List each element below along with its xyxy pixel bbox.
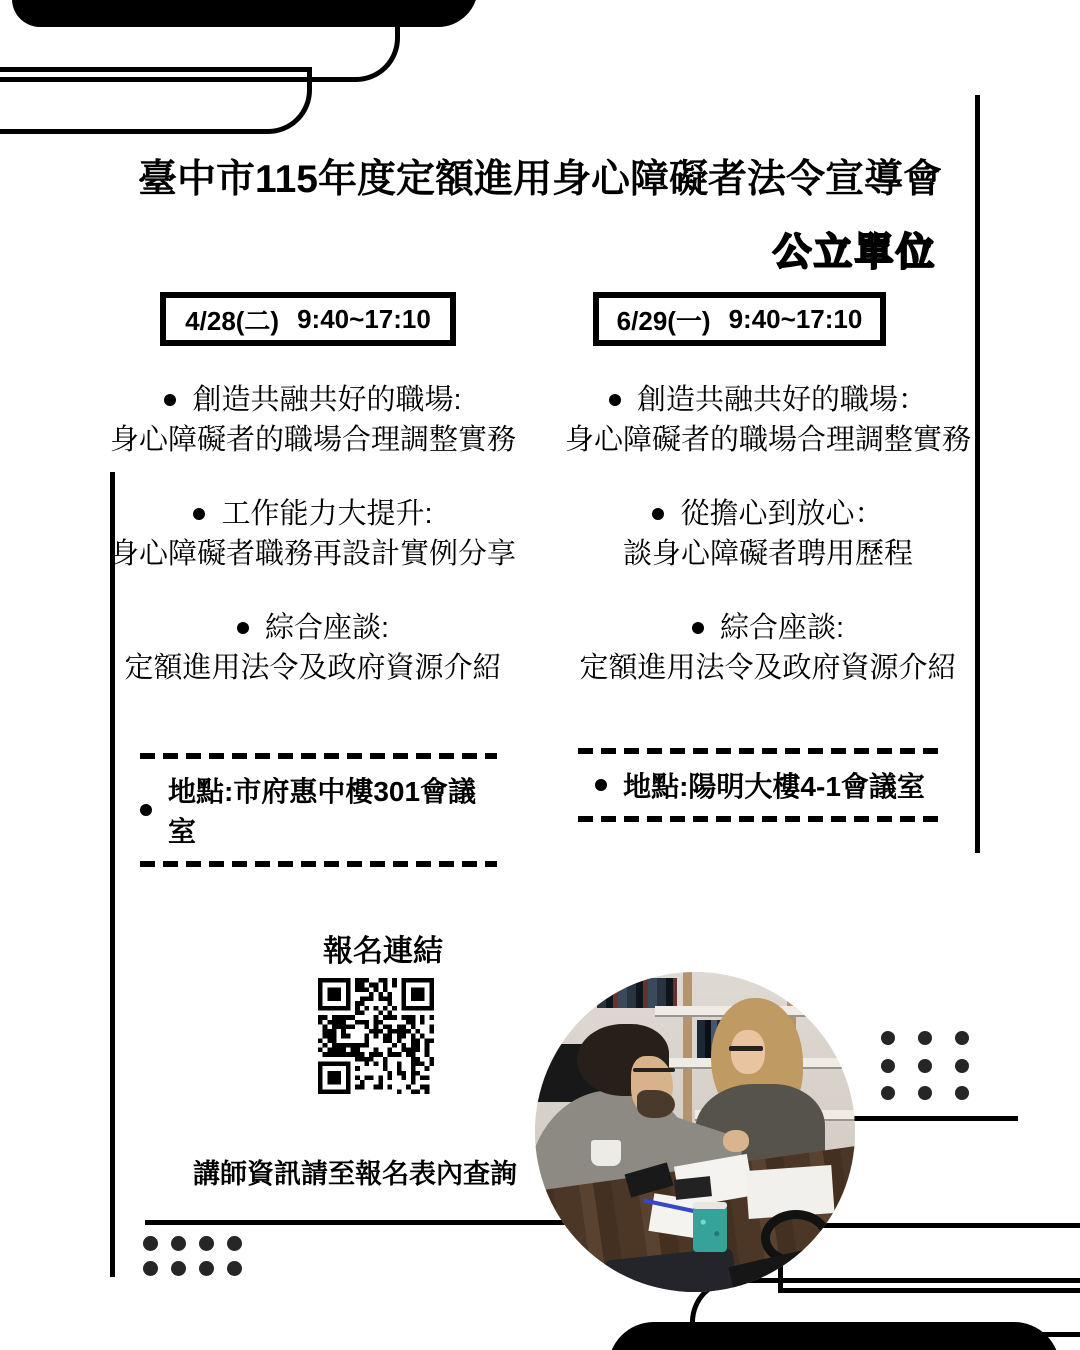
corner-outline-top-left-2: [0, 67, 312, 134]
photo-books: [597, 978, 677, 1008]
bullet-icon: [595, 779, 607, 791]
dot-icon: [918, 1059, 932, 1073]
lecturer-info-note: 講師資訊請至報名表內查詢: [193, 1159, 517, 1189]
dot-icon: [955, 1031, 969, 1045]
page-subtitle: 公立單位: [772, 232, 937, 274]
dot-icon: [918, 1086, 932, 1100]
topic-heading: 創造共融共好的職場：: [636, 384, 927, 416]
corner-black-bar-top-left: [12, 0, 478, 27]
topic-item: [93, 380, 533, 460]
bullet-icon: [652, 508, 664, 520]
location-text: 地點:陽明大樓4-1會議室: [623, 771, 925, 802]
photo-teal-jar: [693, 1206, 727, 1252]
dot-icon: [171, 1236, 186, 1251]
topic-heading: 綜合座談:: [719, 612, 845, 644]
topic-heading: 創造共融共好的職場:: [192, 384, 462, 416]
topic-detail: 定額進用法令及政府資源介紹: [124, 652, 502, 684]
dot-icon: [227, 1236, 242, 1251]
topic-detail: 定額進用法令及政府資源介紹: [579, 652, 957, 684]
topic-heading: 綜合座談:: [264, 612, 390, 644]
photo-man-beard: [637, 1090, 675, 1118]
topic-detail: 身心障礙者的職場合理調整實務: [109, 424, 516, 456]
session-2-topics: [548, 380, 988, 688]
location-text: 地點:市府惠中樓301會議室: [168, 776, 477, 847]
dot-icon: [171, 1261, 186, 1276]
two-people-working-photo: [535, 972, 855, 1292]
bullet-icon: [237, 622, 249, 634]
dot-icon: [881, 1059, 895, 1073]
dot-icon: [881, 1086, 895, 1100]
photo-man-hand: [723, 1130, 749, 1152]
topic-heading: 從擔心到放心：: [680, 498, 884, 530]
session-1-location: [140, 753, 497, 867]
dot-icon: [955, 1059, 969, 1073]
dot-icon: [227, 1261, 242, 1276]
photo-shelf-post: [683, 972, 692, 1142]
session-1-date-box: [160, 292, 456, 346]
topic-detail: 談身心障礙者聘用歷程: [622, 538, 913, 570]
session-1-date: 4/28(二): [185, 305, 280, 336]
session-2-location: [578, 748, 942, 822]
session-2-date-box: [593, 292, 886, 346]
topic-item: [548, 608, 988, 688]
dot-icon: [143, 1236, 158, 1251]
photo-mug: [591, 1140, 621, 1166]
session-2-date: 6/29(一): [616, 305, 711, 336]
topic-item: [548, 380, 988, 460]
dot-icon: [881, 1031, 895, 1045]
bullet-icon: [164, 394, 176, 406]
topic-detail: 身心障礙者職務再設計實例分享: [109, 538, 516, 570]
bullet-icon: [692, 622, 704, 634]
bullet-icon: [609, 394, 621, 406]
bullet-icon: [193, 508, 205, 520]
dot-icon: [918, 1031, 932, 1045]
dot-icon: [955, 1086, 969, 1100]
topic-item: [93, 494, 533, 574]
session-1-topics: [93, 380, 533, 688]
signup-link-heading: 報名連結: [323, 935, 443, 968]
session-1-time: 9:40~17:10: [297, 303, 431, 334]
dot-icon: [199, 1236, 214, 1251]
dot-icon: [199, 1261, 214, 1276]
bullet-icon: [140, 804, 152, 816]
photo-card: [674, 1176, 712, 1200]
photo-woman-glasses: [729, 1046, 763, 1051]
topic-item: [93, 608, 533, 688]
topic-detail: 身心障礙者的職場合理調整實務: [564, 424, 971, 456]
photo-man-glasses: [633, 1068, 675, 1072]
topic-heading: 工作能力大提升:: [221, 498, 433, 530]
photo-jar-rim: [693, 1202, 727, 1209]
dot-icon: [143, 1261, 158, 1276]
corner-black-bar-bottom-right: [608, 1322, 1060, 1350]
photo-woman-face: [731, 1030, 765, 1074]
qr-code: [318, 978, 434, 1094]
page-title: 臺中市115年度定額進用身心障礙者法令宣導會: [138, 158, 942, 201]
session-2-time: 9:40~17:10: [728, 303, 863, 334]
topic-item: [548, 494, 988, 574]
